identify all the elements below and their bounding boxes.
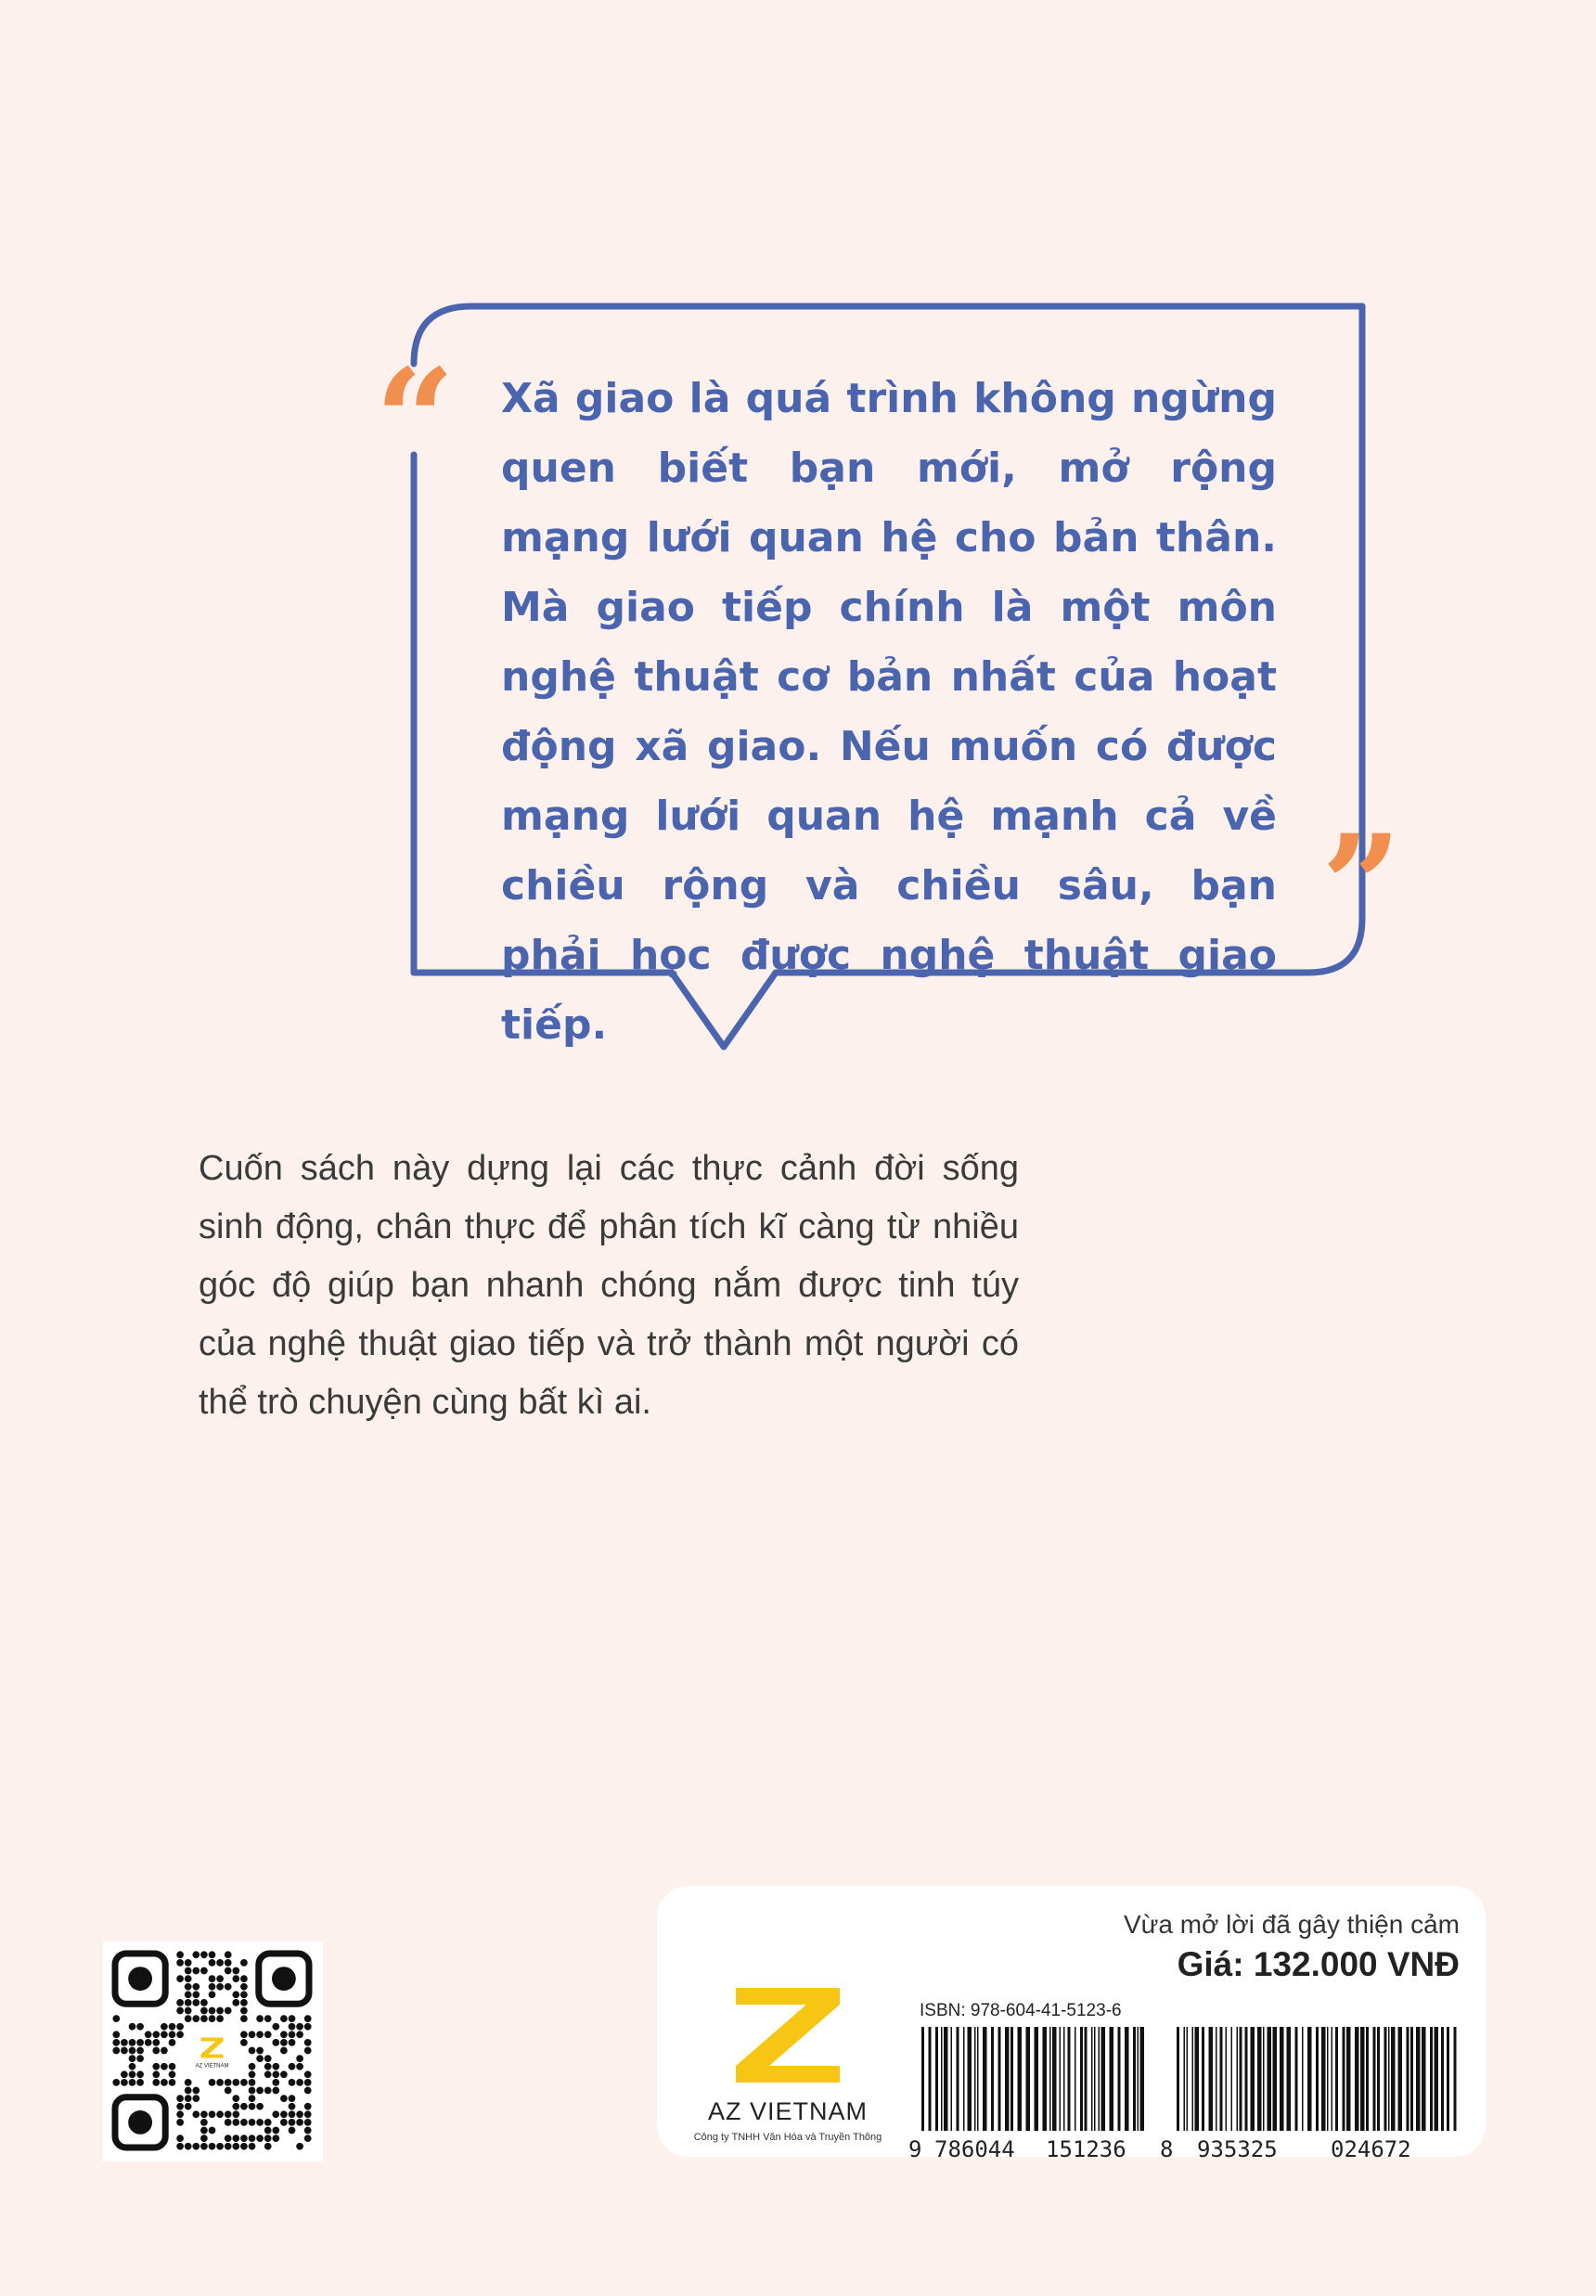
close-quote-mark: ” [1321, 805, 1402, 968]
book-description: Cuốn sách này dựng lại các thực cảnh đời sống sinh động, chân thực để phân tích kĩ càng từ nhiều góc độ giúp bạn nhanh chóng nắm được tinh túy của nghệ thuật giao tiếp và trở thành một người có thể trò chuyện cùng bất kì ai. [199, 1149, 1019, 1422]
isbn-label: ISBN: 978-604-41-5123-6 [920, 2001, 1122, 2020]
publisher-logo [690, 1988, 885, 2146]
qr-code[interactable] [103, 1941, 323, 2161]
tagline: Vừa mở lời đã gây thiện cảm [1123, 1910, 1460, 1939]
price: Giá: 132.000 VNĐ [1177, 1945, 1460, 1983]
ean-barcode [1160, 2027, 1460, 2162]
isbn-barcode [908, 2027, 1149, 2162]
isbn-barcode-right: 151236 [1046, 2136, 1126, 2162]
publisher-name: AZ VIETNAM [707, 2097, 868, 2125]
isbn-barcode-lead: 9 [908, 2136, 922, 2162]
ean-barcode-bars [1177, 2027, 1460, 2131]
isbn-barcode-left: 786044 [934, 2136, 1015, 2162]
az-logo-icon [730, 1988, 845, 2083]
ean-barcode-lead: 8 [1160, 2136, 1174, 2162]
ean-barcode-right: 024672 [1331, 2136, 1411, 2162]
open-quote-mark: “ [375, 339, 456, 502]
info-card [657, 1886, 1486, 2162]
qr-logo-text: AZ VIETNAM [195, 2063, 229, 2070]
quote-text: Xã giao là quá trình không ngừng quen biết bạn mới, mở rộng mạng lưới quan hệ cho bản thân. Mà giao tiếp chính là một môn nghệ thuật cơ bản nhất của hoạt động xã giao. Nếu muốn có được mạng lưới quan hệ mạnh cả về chiều rộng và chiều sâu, bạn phải học được nghệ thuật giao tiếp. [501, 375, 1277, 1049]
publisher-subtitle: Công ty TNHH Văn Hóa và Truyền Thông [693, 2132, 882, 2143]
isbn-barcode-bars [921, 2027, 1149, 2131]
ean-barcode-left: 935325 [1197, 2136, 1278, 2162]
